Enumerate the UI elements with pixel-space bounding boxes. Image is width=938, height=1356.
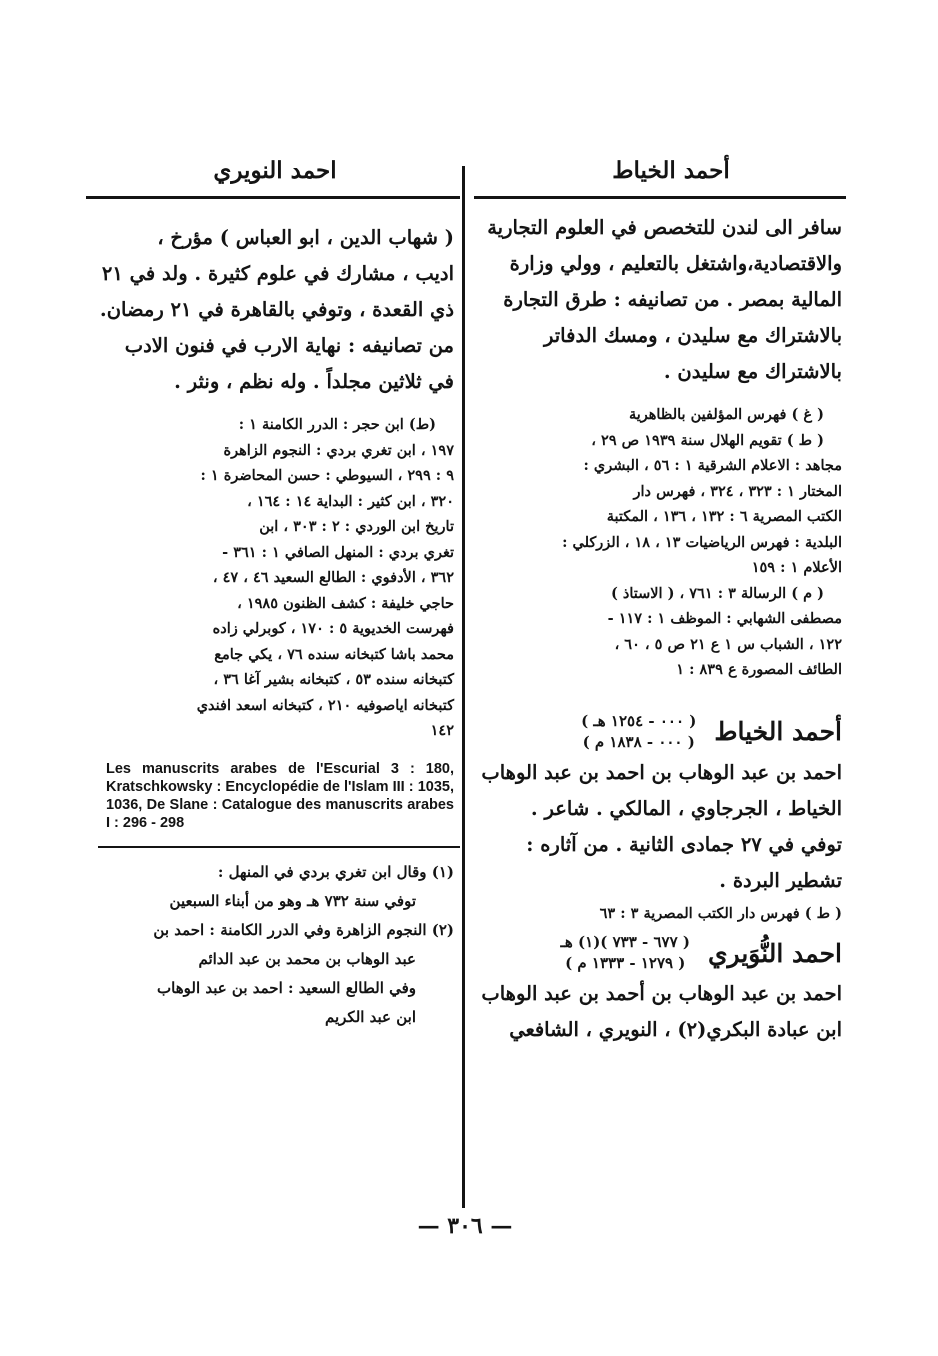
date-hijri: ( ٠٠٠ - ١٢٥٤ هـ ) <box>581 711 697 730</box>
entry-name: احمد النُّوَيري <box>707 938 842 968</box>
text-line: من تصانيفه : نهاية الارب في فنون الادب <box>124 334 454 357</box>
footnote-1-continuation: توفي سنة ٧٣٢ هـ وهو من أبناء السبعين <box>169 891 416 910</box>
reference-line: ١٩٧ ، ابن تغري بردي : النجوم الزاهرة <box>223 441 454 459</box>
reference-line: (ط) ابن حجر : الدرر الكامنة ١ : <box>238 416 436 433</box>
entry-reference-khayyat <box>480 901 842 927</box>
text-line: ( شهاب الدين ، ابو العباس ) مؤرخ ، <box>157 226 454 249</box>
footnote-2-continuation: عبد الوهاب بن محمد بن عبد الدائم <box>198 949 416 968</box>
text-line: احمد بن عبد الوهاب بن أحمد بن عبد الوهاب <box>481 982 842 1005</box>
header-rule-left <box>86 196 460 199</box>
text-line: بالاشتراك مع سليدن ، ومسك الدفاتر <box>544 324 842 347</box>
reference-line: ١٢٢ ، الشباب س ١ ع ٢١ ص ٥ ، ٦٠ ، <box>614 635 842 653</box>
left-references <box>96 412 454 744</box>
reference-line: ١٤٢ <box>430 722 454 739</box>
right-references <box>480 402 842 683</box>
entry-dates <box>581 711 696 753</box>
reference-line: محمد باشا كتبخانه سنده ٧٦ ، يكي جامع <box>214 645 454 663</box>
footnote-1: (١) وقال ابن تغري بردي في المنهل : <box>217 862 454 881</box>
footnotes <box>96 858 454 1032</box>
entry-biography-khayyat <box>480 755 842 899</box>
text-line: ابن عبادة البكري(٢) ، النويري ، الشافعي <box>509 1018 842 1041</box>
text-line: اديب ، مشارك في علوم كثيرة . ولد في ٢١ <box>101 262 454 285</box>
footnote-rule <box>98 846 460 848</box>
date-gregorian: ( ١٢٧٩ - ١٣٣٣ م ) <box>565 954 686 972</box>
right-intro-paragraph <box>480 210 842 390</box>
header-rule-right <box>474 196 846 199</box>
text-line: احمد بن عبد الوهاب بن احمد بن عبد الوهاب <box>481 760 842 784</box>
text-line: تشطير البردة . <box>719 868 842 892</box>
reference-line: ( ط ) فهرس دار الكتب المصرية ٣ : ٦٣ <box>599 904 842 922</box>
text-line: في ثلاثين مجلداً . وله نظم ، ونثر . <box>174 370 454 393</box>
date-gregorian: ( ٠٠٠ - ١٨٣٨ م ) <box>582 732 695 751</box>
text-line: الخياط ، الجرجاوي ، المالكي . شاعر . <box>530 796 842 820</box>
reference-line: تاريخ ابن الوردي : ٢ : ٣٠٣ ، ابن <box>259 518 454 535</box>
reference-line: تغري بردي : المنهل الصافي ١ : ٣٦١ - <box>222 543 454 561</box>
reference-line: ٣٢٠ ، ابن كثير : البداية ١٤ : ١٦٤ ، <box>247 492 454 510</box>
entry-dates <box>561 932 690 974</box>
column-divider <box>462 166 465 1208</box>
footnote-2-continuation: وفي الطالع السعيد : احمد بن عبد الوهاب <box>157 978 416 997</box>
entry-biography-nuwayri <box>480 976 842 1048</box>
reference-line: ٣٦٢ ، الأدفوي : الطالع السعيد ٤٦ ، ٤٧ ، <box>212 569 454 586</box>
text-line: ذي القعدة ، وتوفي بالقاهرة في ٢١ رمضان. <box>99 298 454 321</box>
entry-heading-khayyat <box>480 711 842 753</box>
reference-line: كتبخانه اياصوفيه ٢١٠ ، كتبخانه اسعد افندي <box>196 696 454 714</box>
reference-line: الطائف المصورة ع ٨٣٩ : ١ <box>676 661 842 678</box>
left-intro-paragraph <box>96 220 454 400</box>
text-line: المالية بمصر . من تصانيفه : طرق التجارة <box>503 288 842 311</box>
text-line: بالاشتراك مع سليدن . <box>663 360 842 383</box>
reference-line: مجاهد : الاعلام الشرقية ١ : ٥٦ ، البشري : <box>583 457 842 474</box>
reference-line: الكتب المصرية ٦ : ١٣٢ ، ١٣٦ ، المكتبة <box>606 508 842 525</box>
reference-line: ( غ ) فهرس المؤلفين بالظاهرية <box>628 406 824 423</box>
right-column-header: أحمد الخياط <box>612 157 730 184</box>
reference-line: ٩ : ٢٩٩ ، السيوطي : حسن المحاضرة ١ : <box>200 467 454 484</box>
page-number: — ٣٠٦ — <box>417 1213 513 1239</box>
text-line: توفي في ٢٧ جمادى الثانية . من آثاره : <box>526 832 842 856</box>
reference-line: كتبخانه سنده ٥٣ ، كتبخانه بشير آغا ٣٦ ، <box>213 671 454 688</box>
entry-name: أحمد الخياط <box>714 717 842 746</box>
reference-line: البلدية : فهرس الرياضيات ١٣ ، ١٨ ، الزركلي : <box>562 533 842 551</box>
reference-line: ( ط ) تقويم الهلال سنة ١٩٣٩ ص ٢٩ ، <box>591 431 824 449</box>
left-column <box>96 220 454 1032</box>
date-hijri: ( ٦٧٧ - ٧٣٣ )(١) هـ <box>560 933 690 951</box>
reference-line: فهرست الخديوية ٥ : ١٧٠ ، كوبرلي زاده <box>212 620 454 637</box>
right-column <box>480 210 842 1048</box>
reference-line: ( م ) الرسالة ٣ : ٧٦١ ، ( الاستاذ ) <box>610 584 824 602</box>
footnote-2-continuation: ابن عبد الكريم <box>324 1007 416 1026</box>
reference-line: مصطفى الشهابي : الموظف ١ : ١١٧ - <box>607 610 842 627</box>
left-column-header: احمد النويري <box>213 157 337 184</box>
reference-line: حاجي خليفة : كشف الظنون ١٩٨٥ ، <box>237 594 454 612</box>
text-line: والاقتصادية،واشتغل بالتعليم ، وولي وزارة <box>509 252 842 275</box>
footnote-2: (٢) النجوم الزاهرة وفي الدرر الكامنة : احمد بن <box>153 920 454 939</box>
reference-line: الأعلام ١ : ١٥٩ <box>751 559 842 576</box>
text-line: سافر الى لندن للتخصص في العلوم التجارية <box>487 216 842 239</box>
entry-heading-nuwayri <box>480 932 842 974</box>
latin-references: Les manuscrits arabes de l'Escurial 3 : 180, Kratschkowsky : Encyclopédie de l'Islam III : 1035, 1036, De Slane : Catalogue des manuscrits arabes I : 296 - 298 <box>106 760 454 831</box>
reference-line: المختار ١ : ٣٢٣ ، ٣٢٤ ، فهرس دار <box>633 482 842 500</box>
